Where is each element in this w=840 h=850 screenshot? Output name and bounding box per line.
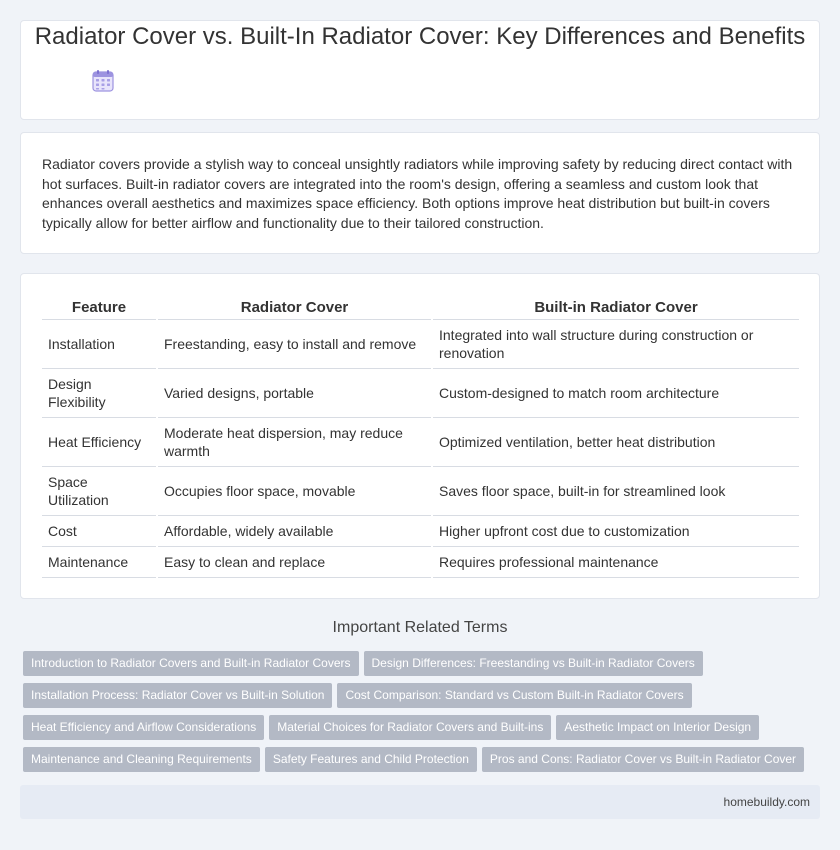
page-title: Radiator Cover vs. Built-In Radiator Cover: Key Differences and Benefits: [34, 23, 806, 50]
table-cell: Saves floor space, built-in for streamlined look: [432, 466, 799, 515]
table-cell: Affordable, widely available: [157, 515, 432, 546]
related-term-tag[interactable]: Pros and Cons: Radiator Cover vs Built-in Radiator Cover: [482, 747, 804, 772]
related-terms-list: [23, 651, 823, 779]
comparison-table: [42, 294, 799, 578]
related-term-tag[interactable]: Introduction to Radiator Covers and Built-in Radiator Covers: [23, 651, 359, 676]
intro-card: [20, 132, 820, 254]
table-row: [42, 417, 799, 466]
table-cell: Requires professional maintenance: [432, 546, 799, 577]
related-term-tag[interactable]: Material Choices for Radiator Covers and Built-ins: [269, 715, 551, 740]
calendar-icon: [91, 69, 115, 93]
tag-row: [23, 651, 823, 683]
table-cell: Easy to clean and replace: [157, 546, 432, 577]
table-cell: Occupies floor space, movable: [157, 466, 432, 515]
comparison-table-card: [20, 273, 820, 599]
column-header-radiator-cover: Radiator Cover: [157, 294, 432, 319]
table-cell-feature: Design Flexibility: [42, 368, 157, 417]
table-cell: Higher upfront cost due to customization: [432, 515, 799, 546]
table-row: [42, 546, 799, 577]
tag-row: [23, 747, 823, 779]
related-terms-heading: Important Related Terms: [332, 619, 508, 636]
table-cell: Custom-designed to match room architecture: [432, 368, 799, 417]
table-cell-feature: Heat Efficiency: [42, 417, 157, 466]
table-row: [42, 319, 799, 368]
table-cell-feature: Maintenance: [42, 546, 157, 577]
related-term-tag[interactable]: Safety Features and Child Protection: [265, 747, 477, 772]
related-term-tag[interactable]: Installation Process: Radiator Cover vs Built-in Solution: [23, 683, 332, 708]
footer-site-link[interactable]: homebuildy.com: [723, 795, 810, 809]
table-cell: Moderate heat dispersion, may reduce warmth: [157, 417, 432, 466]
tag-row: [23, 683, 823, 715]
related-term-tag[interactable]: Aesthetic Impact on Interior Design: [556, 715, 759, 740]
footer: [20, 785, 820, 819]
related-term-tag[interactable]: Maintenance and Cleaning Requirements: [23, 747, 260, 772]
tag-row: [23, 715, 823, 747]
table-cell: Varied designs, portable: [157, 368, 432, 417]
table-cell-feature: Installation: [42, 319, 157, 368]
table-row: [42, 515, 799, 546]
table-cell: Freestanding, easy to install and remove: [157, 319, 432, 368]
intro-paragraph: Radiator covers provide a stylish way to conceal unsightly radiators while improving safety by reducing direct contact with hot surfaces. Built-in radiator covers are integrated into the room's design, offering a seamless and custom look that enhances overall aesthetics and maximizes space efficiency. Both options improve heat distribution but built-in covers typically allow for better airflow and functionality due to their tailored construction.: [42, 156, 793, 231]
table-cell: Optimized ventilation, better heat distribution: [432, 417, 799, 466]
related-term-tag[interactable]: Heat Efficiency and Airflow Considerations: [23, 715, 264, 740]
column-header-feature: Feature: [42, 294, 157, 319]
related-term-tag[interactable]: Design Differences: Freestanding vs Built-in Radiator Covers: [364, 651, 703, 676]
column-header-built-in-cover: Built-in Radiator Cover: [432, 294, 799, 319]
table-cell-feature: Cost: [42, 515, 157, 546]
table-header-row: [42, 294, 799, 319]
table-row: [42, 368, 799, 417]
table-cell-feature: Space Utilization: [42, 466, 157, 515]
table-cell: Integrated into wall structure during construction or renovation: [432, 319, 799, 368]
related-term-tag[interactable]: Cost Comparison: Standard vs Custom Built-in Radiator Covers: [337, 683, 691, 708]
table-row: [42, 466, 799, 515]
